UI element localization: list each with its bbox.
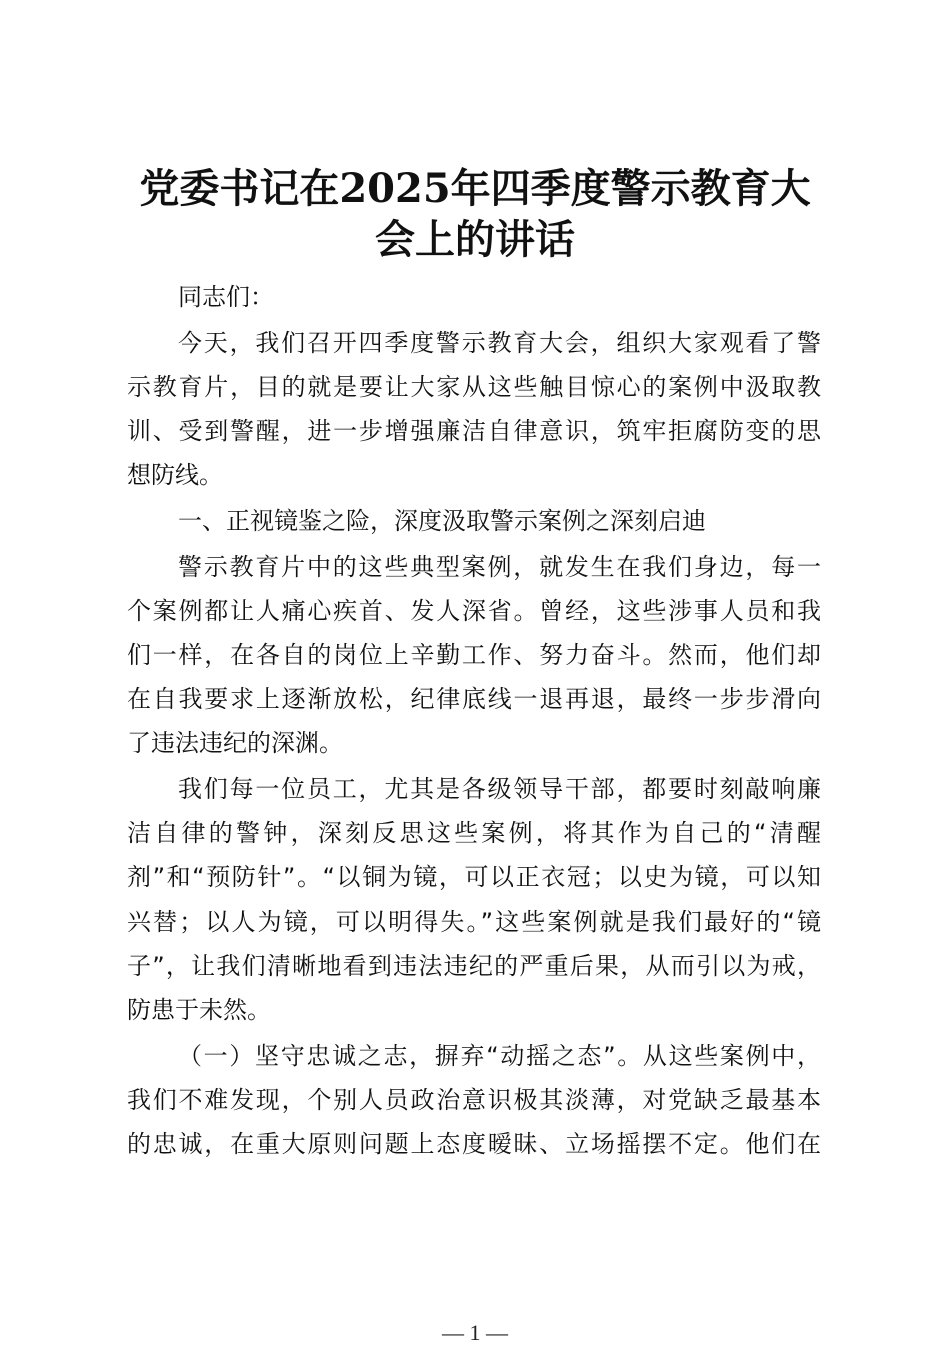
text-line: 我们不难发现，个别人员政治意识极其淡薄，对党缺乏最基本 [127, 1085, 821, 1114]
text-line: 剂”和“预防针”。“以铜为镜，可以正衣冠；以史为镜，可以知 [127, 863, 821, 892]
text-line: 我们每一位员工，尤其是各级领导干部，都要时刻敲响廉 [178, 775, 821, 804]
text-line: 防患于未然。 [127, 996, 271, 1024]
paragraph [127, 545, 821, 766]
paragraph [127, 321, 821, 498]
title-line: 会上的讲话 [375, 216, 575, 263]
text-line: 兴替；以人为镜，可以明得失。”这些案例就是我们最好的“镜 [127, 907, 821, 936]
text-line: 了违法违纪的深渊。 [127, 729, 343, 758]
text-line: 今天，我们召开四季度警示教育大会，组织大家观看了警 [178, 328, 821, 357]
text-line: 想防线。 [127, 461, 223, 490]
text-line: 警示教育片中的这些典型案例，就发生在我们身边，每一 [178, 552, 821, 581]
section-heading [127, 499, 821, 543]
text-line: 一、正视镜鉴之险，深度汲取警示案例之深刻启迪 [178, 506, 706, 535]
text-line: 示教育片，目的就是要让大家从这些触目惊心的案例中汲取教 [127, 372, 821, 401]
paragraph [127, 767, 821, 1032]
text-line: （一）坚守忠诚之志，摒弃“动摇之态”。从这些案例中， [178, 1041, 821, 1070]
text-line: 在自我要求上逐渐放松，纪律底线一退再退，最终一步步滑向 [127, 685, 821, 714]
paragraph [127, 275, 821, 319]
document-title [100, 163, 850, 265]
text-line: 们一样，在各自的岗位上辛勤工作、努力奋斗。然而，他们却 [127, 641, 821, 669]
paragraph [127, 1034, 821, 1167]
text-line: 的忠诚，在重大原则问题上态度暧昧、立场摇摆不定。他们在 [127, 1130, 821, 1159]
text-line: 个案例都让人痛心疾首、发人深省。曾经，这些涉事人员和我 [127, 596, 821, 625]
document-body [127, 275, 821, 1168]
text-line: 训、受到警醒，进一步增强廉洁自律意识，筑牢拒腐防变的思 [127, 417, 821, 446]
title-line: 党委书记在2025年四季度警示教育大 [139, 165, 811, 212]
text-line: 同志们： [178, 283, 274, 311]
text-line: 洁自律的警钟，深刻反思这些案例，将其作为自己的“清醒 [127, 819, 821, 848]
text-line: 子”，让我们清晰地看到违法违纪的严重后果，从而引以为戒， [127, 951, 821, 980]
page-number: — 1 — [442, 1320, 508, 1345]
